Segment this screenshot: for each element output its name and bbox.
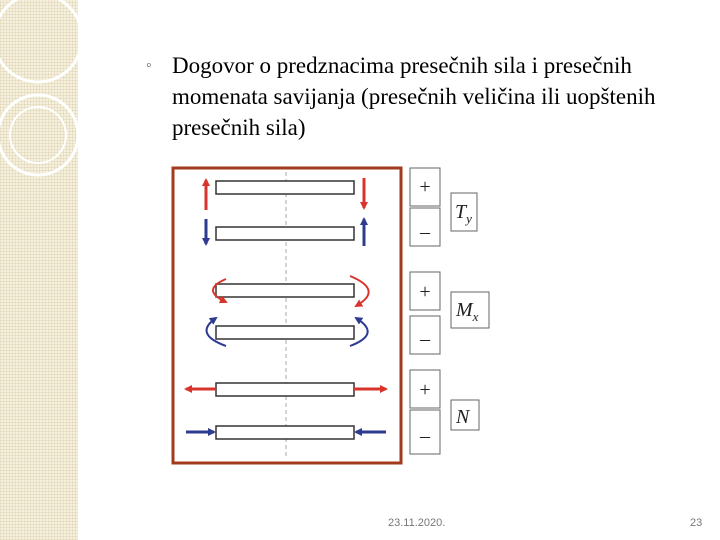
beam-axial-negative: [216, 426, 354, 439]
label-shear-main: T: [455, 201, 467, 223]
bullet-marker: ◦: [146, 57, 152, 74]
beam-shear-negative: [216, 227, 354, 240]
figure-frame: [173, 168, 401, 463]
sign-moment-positive: +: [419, 281, 431, 303]
label-moment-sub: x: [472, 309, 479, 324]
footer-date: 23.11.2020.: [388, 517, 446, 529]
sign-axial-negative: –: [420, 425, 430, 447]
beam-moment-positive: [216, 284, 354, 297]
beam-shear-positive: [216, 181, 354, 194]
sign-axial-positive: +: [419, 379, 431, 401]
bullet-text: Dogovor o predznacima presečnih sila i presečnih momenata savijanja (presečnih veličina ili uopštenih presečnih sila): [172, 53, 656, 140]
sign-moment-negative: –: [420, 328, 430, 350]
label-shear-sub: y: [466, 211, 472, 226]
sign-shear-negative: –: [420, 221, 430, 243]
sign-shear-positive: +: [419, 176, 431, 198]
label-axial-main: N: [456, 406, 470, 428]
footer-page-number: 23: [690, 517, 703, 529]
label-axial: [455, 406, 471, 428]
beam-axial-positive: [216, 383, 354, 396]
label-moment-main: M: [456, 299, 473, 321]
beam-moment-negative: [216, 326, 354, 339]
